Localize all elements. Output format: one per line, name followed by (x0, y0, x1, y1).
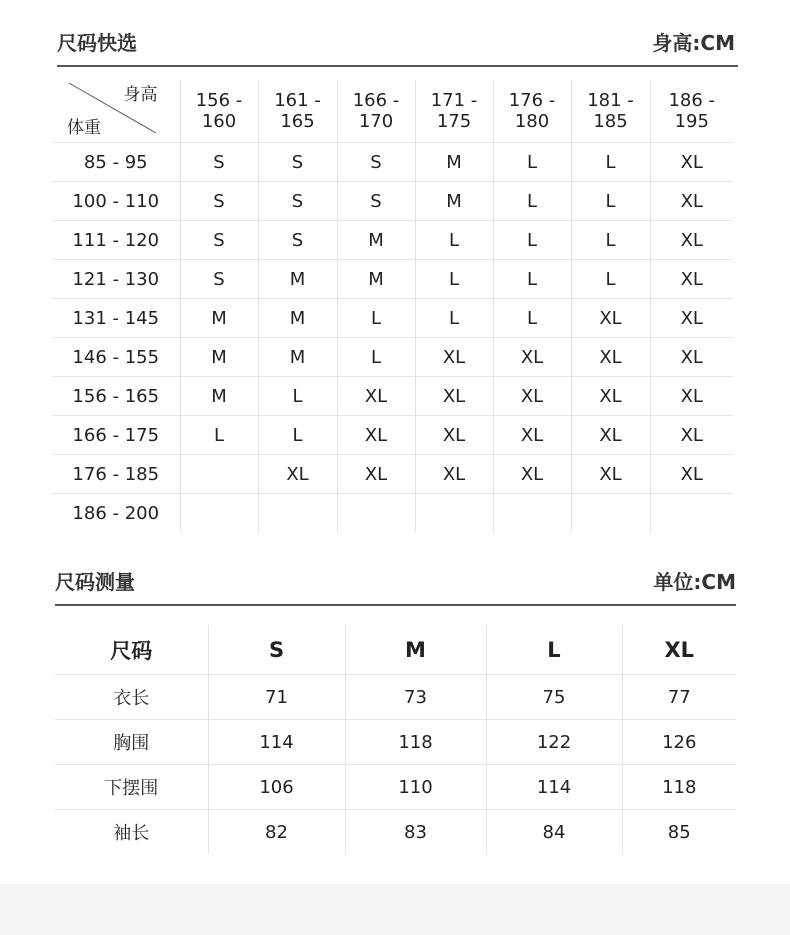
size-cell: L (258, 377, 337, 416)
measurement-label: 袖长 (55, 810, 208, 855)
measurement-header-cell: L (486, 625, 622, 675)
corner-weight-label: 体重 (67, 118, 101, 138)
weight-range-cell: 176 - 185 (52, 455, 180, 494)
measurement-header-cell: XL (622, 625, 736, 675)
height-range-header: 186 - 195 (650, 80, 733, 143)
size-cell (650, 494, 733, 533)
measurement-table (55, 625, 736, 854)
size-cell: XL (337, 455, 415, 494)
size-cell: XL (650, 455, 733, 494)
quick-select-table (52, 80, 733, 532)
size-cell: M (337, 260, 415, 299)
size-cell: M (415, 143, 493, 182)
weight-row (52, 494, 733, 533)
size-cell: XL (493, 338, 571, 377)
measurement-value: 84 (486, 810, 622, 855)
weight-range-cell: 156 - 165 (52, 377, 180, 416)
size-cell: M (337, 221, 415, 260)
measurement-row (55, 675, 736, 720)
quick-select-unit: 身高:CM (652, 31, 735, 55)
size-cell: XL (493, 416, 571, 455)
measurement-header-cell: 尺码 (110, 638, 153, 663)
size-cell: L (571, 143, 650, 182)
quick-select-divider (57, 65, 738, 67)
size-cell: L (415, 221, 493, 260)
size-cell: XL (650, 182, 733, 221)
size-cell: XL (415, 338, 493, 377)
weight-row (52, 221, 733, 260)
size-cell: XL (650, 377, 733, 416)
size-cell: XL (415, 377, 493, 416)
measurement-header-cell: M (345, 625, 486, 675)
weight-range-cell: 121 - 130 (52, 260, 180, 299)
measurement-row (55, 810, 736, 855)
size-cell: L (493, 299, 571, 338)
size-cell: M (258, 299, 337, 338)
size-cell: L (571, 260, 650, 299)
size-cell: S (180, 260, 258, 299)
weight-range-cell: 85 - 95 (52, 143, 180, 182)
weight-range-cell: 111 - 120 (52, 221, 180, 260)
weight-row (52, 338, 733, 377)
size-cell: XL (650, 338, 733, 377)
measurement-value: 118 (622, 765, 736, 810)
size-cell: XL (571, 299, 650, 338)
height-range-header: 176 - 180 (493, 80, 571, 143)
size-cell: L (258, 416, 337, 455)
size-cell: XL (415, 416, 493, 455)
size-cell: L (180, 416, 258, 455)
size-cell: XL (571, 455, 650, 494)
size-cell: M (258, 260, 337, 299)
size-cell: XL (493, 455, 571, 494)
weight-range-cell: 186 - 200 (52, 494, 180, 533)
size-cell: M (415, 182, 493, 221)
size-cell: L (337, 299, 415, 338)
measurement-label: 衣长 (55, 675, 208, 720)
measurement-title: 尺码测量 (55, 570, 135, 594)
size-cell: M (258, 338, 337, 377)
corner-height-label: 身高 (123, 85, 158, 105)
weight-row (52, 182, 733, 221)
measurement-value: 77 (622, 675, 736, 720)
size-cell (571, 494, 650, 533)
size-cell: XL (650, 416, 733, 455)
measurement-header-row (55, 625, 736, 675)
size-cell: XL (571, 377, 650, 416)
measurement-value: 82 (208, 810, 345, 855)
size-cell: M (180, 338, 258, 377)
size-cell: S (337, 182, 415, 221)
height-range-header: 181 - 185 (571, 80, 650, 143)
weight-row (52, 416, 733, 455)
measurement-value: 114 (486, 765, 622, 810)
size-cell: XL (571, 416, 650, 455)
weight-row (52, 455, 733, 494)
size-cell: L (415, 299, 493, 338)
measurement-value: 75 (486, 675, 622, 720)
measurement-header-cell: S (208, 625, 345, 675)
measurement-value: 83 (345, 810, 486, 855)
size-cell: XL (258, 455, 337, 494)
measurement-value: 126 (622, 720, 736, 765)
size-cell: XL (650, 260, 733, 299)
size-cell: S (180, 182, 258, 221)
measurement-value: 122 (486, 720, 622, 765)
size-cell: M (180, 377, 258, 416)
weight-range-cell: 166 - 175 (52, 416, 180, 455)
measurement-value: 85 (622, 810, 736, 855)
weight-row (52, 377, 733, 416)
measurement-unit: 单位:CM (653, 570, 736, 594)
size-cell: L (493, 143, 571, 182)
height-range-header: 171 - 175 (415, 80, 493, 143)
height-range-header: 156 - 160 (180, 80, 258, 143)
size-cell: L (571, 182, 650, 221)
measurement-row (55, 720, 736, 765)
size-cell: L (337, 338, 415, 377)
size-cell (337, 494, 415, 533)
measurement-label: 胸围 (55, 720, 208, 765)
quick-select-header-row (52, 80, 733, 143)
size-cell: L (493, 182, 571, 221)
weight-range-cell: 131 - 145 (52, 299, 180, 338)
size-cell: L (493, 221, 571, 260)
size-cell: L (493, 260, 571, 299)
size-cell: S (258, 143, 337, 182)
size-cell (493, 494, 571, 533)
weight-row (52, 299, 733, 338)
weight-range-cell: 146 - 155 (52, 338, 180, 377)
size-cell: XL (415, 455, 493, 494)
size-cell (180, 494, 258, 533)
size-cell: S (180, 221, 258, 260)
size-cell (415, 494, 493, 533)
size-cell: S (258, 221, 337, 260)
quick-select-title: 尺码快选 (57, 31, 137, 55)
measurement-row (55, 765, 736, 810)
size-cell: S (258, 182, 337, 221)
size-cell: L (415, 260, 493, 299)
size-cell: XL (337, 377, 415, 416)
measurement-label: 下摆围 (55, 765, 208, 810)
size-cell: M (180, 299, 258, 338)
height-range-header: 166 - 170 (337, 80, 415, 143)
corner-header-cell (52, 80, 180, 143)
size-cell: XL (571, 338, 650, 377)
size-cell: L (571, 221, 650, 260)
weight-range-cell: 100 - 110 (52, 182, 180, 221)
weight-row (52, 143, 733, 182)
size-cell: XL (493, 377, 571, 416)
height-range-header: 161 - 165 (258, 80, 337, 143)
size-cell: XL (650, 143, 733, 182)
size-cell: XL (337, 416, 415, 455)
size-cell: S (180, 143, 258, 182)
measurement-value: 71 (208, 675, 345, 720)
weight-row (52, 260, 733, 299)
size-cell: XL (650, 221, 733, 260)
size-cell (180, 455, 258, 494)
size-cell: S (337, 143, 415, 182)
measurement-value: 106 (208, 765, 345, 810)
measurement-divider (55, 604, 736, 606)
measurement-value: 118 (345, 720, 486, 765)
size-cell: XL (650, 299, 733, 338)
measurement-value: 114 (208, 720, 345, 765)
measurement-value: 110 (345, 765, 486, 810)
size-cell (258, 494, 337, 533)
measurement-value: 73 (345, 675, 486, 720)
